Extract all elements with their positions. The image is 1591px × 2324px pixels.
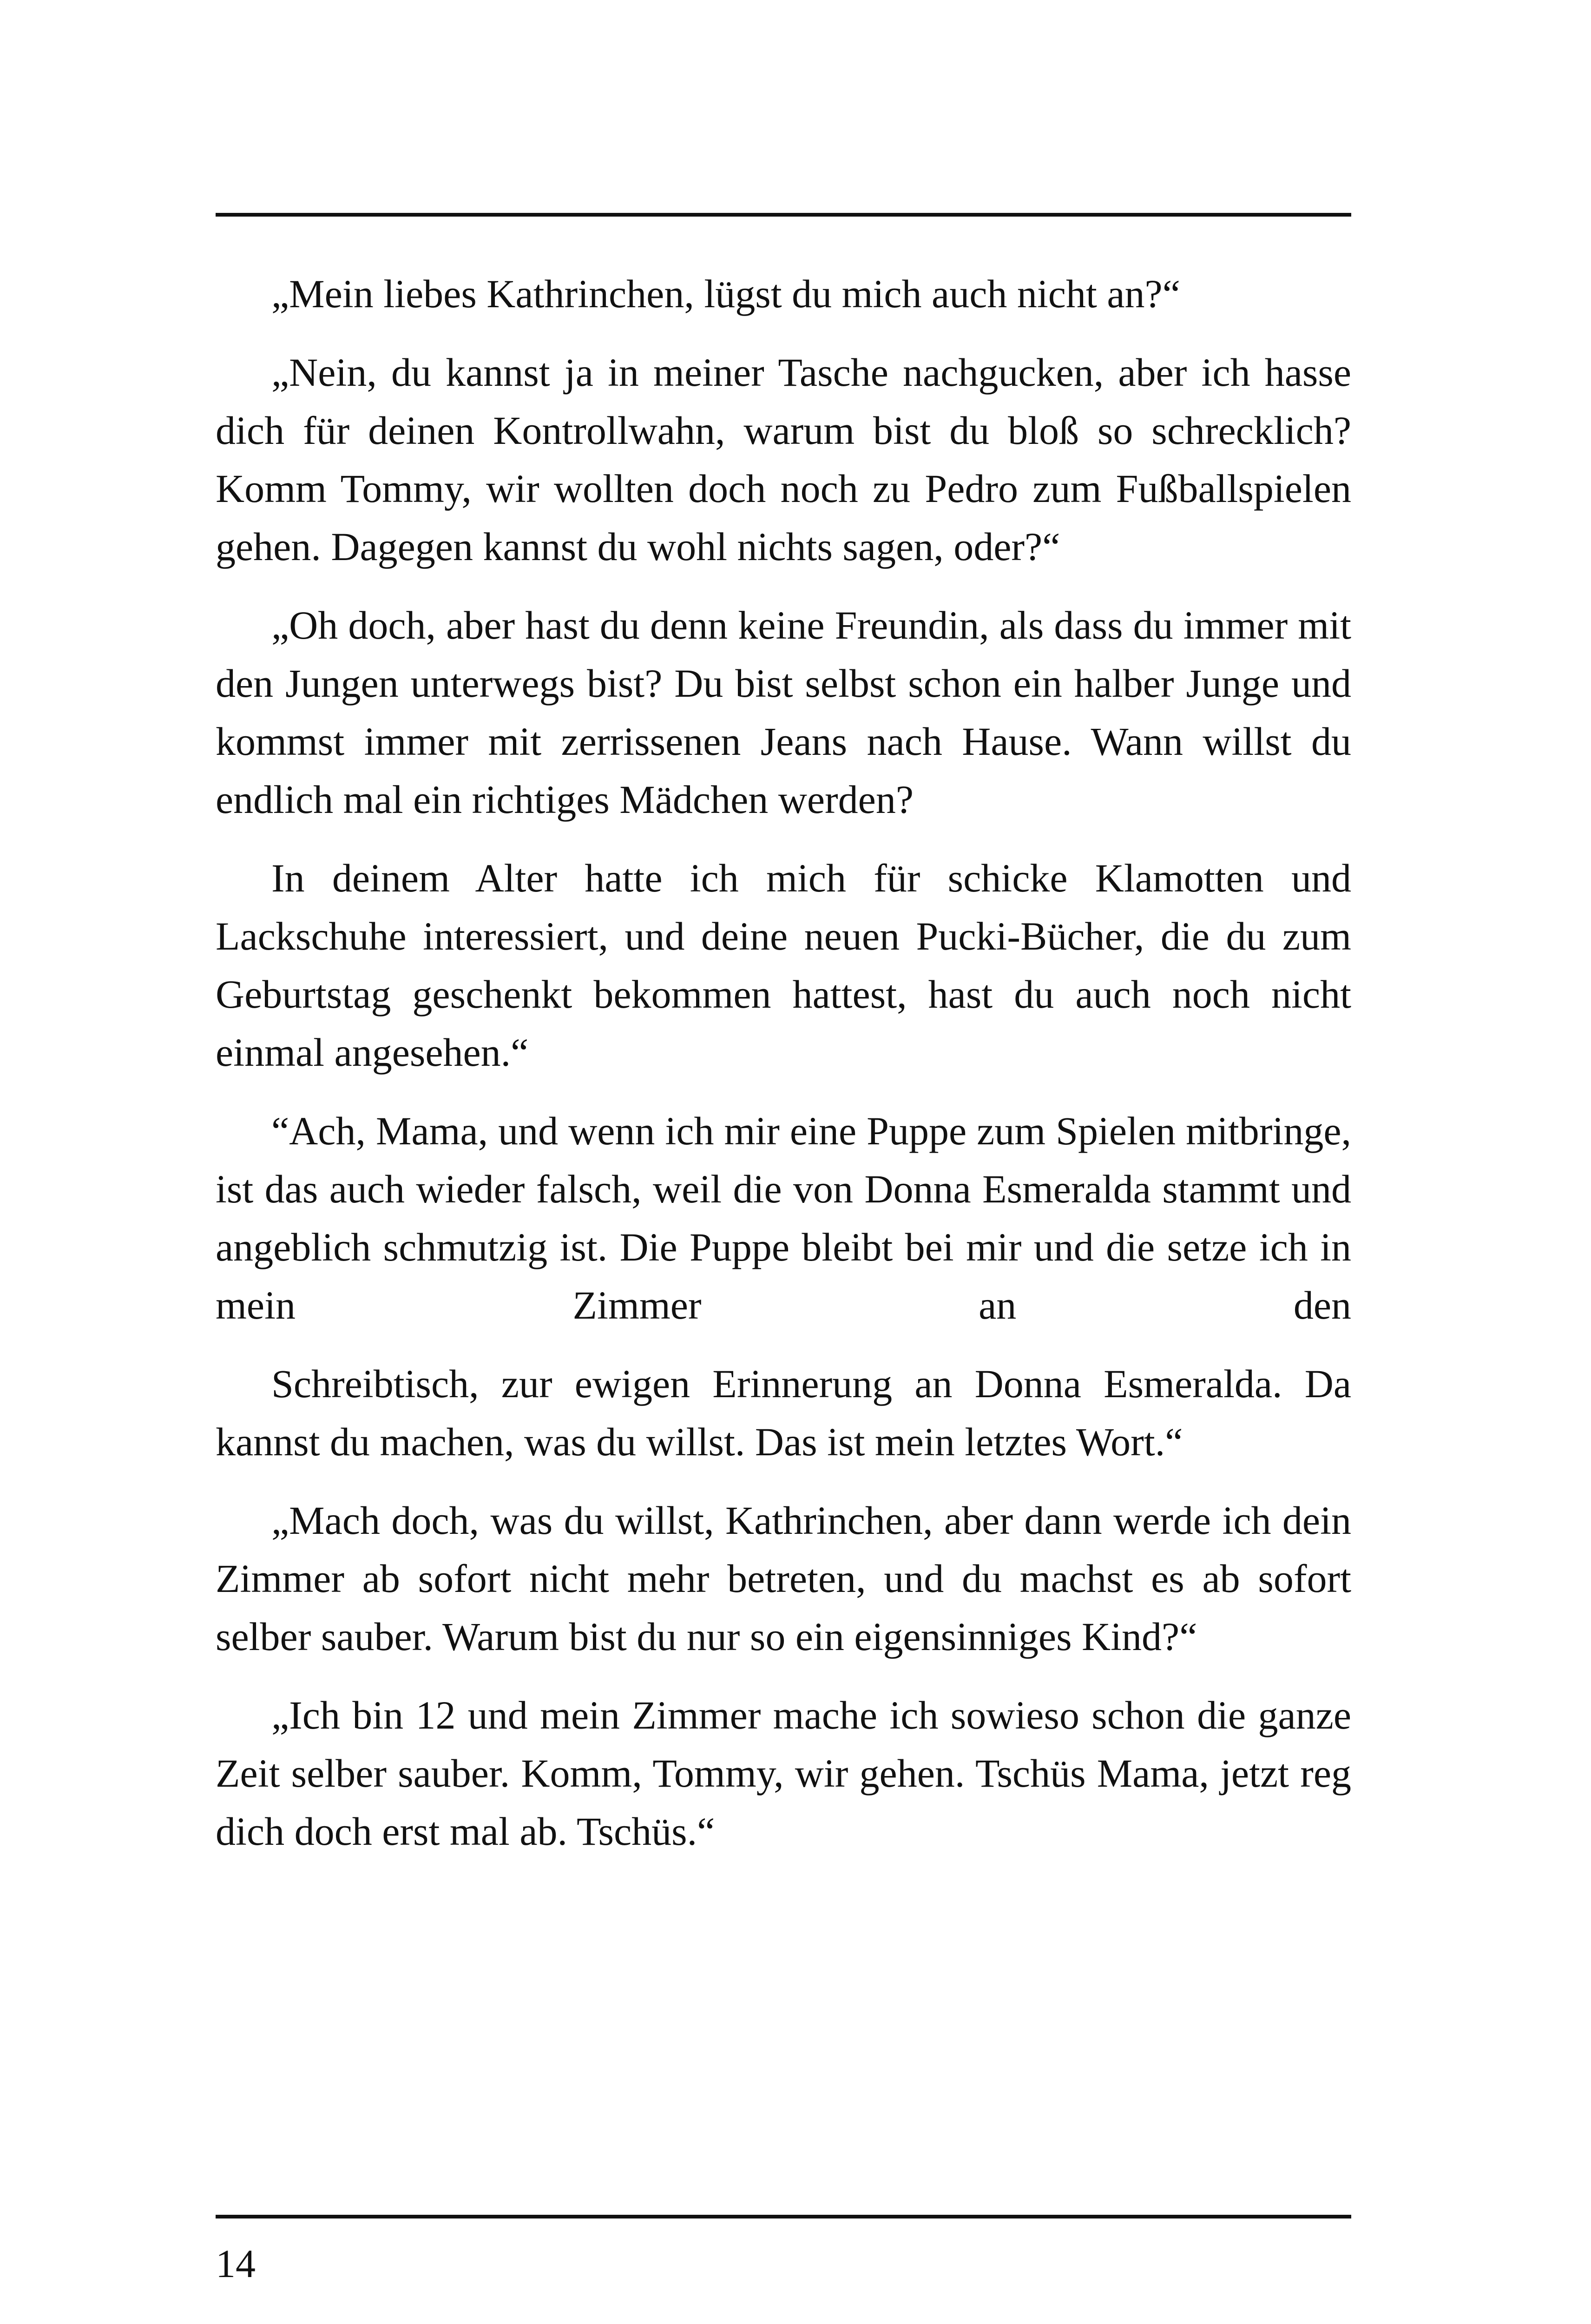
paragraph-5: “Ach, Mama, und wenn ich mir eine Puppe zum Spielen mitbringe, ist das auch wieder falsch, weil die von Donna Esmeralda stammt und angeblich schmutzig ist. Die Puppe bleibt bei mir und die setze ich in mein Zimmer an den — [216, 1109, 1351, 1327]
paragraph-2: „Nein, du kannst ja in meiner Tasche nachgucken, aber ich hasse dich für deinen Kontrollwahn, warum bist du bloß so schrecklich? Komm Tommy, wir wollten doch noch zu Pedro zum Fußballspielen gehen. Dagegen kannst du wohl nichts sagen, oder?“ — [216, 350, 1351, 569]
bottom-rule — [216, 2215, 1351, 2218]
body-text — [216, 265, 1351, 1881]
top-rule — [216, 213, 1351, 217]
page-number: 14 — [216, 2241, 256, 2286]
paragraph-7: „Mach doch, was du willst, Kathrinchen, aber dann werde ich dein Zimmer ab sofort nicht mehr betreten, und du machst es ab sofort selber sauber. Warum bist du nur so ein eigensinniges Kind?“ — [216, 1498, 1351, 1659]
paragraph-4: In deinem Alter hatte ich mich für schicke Klamotten und Lackschuhe interessiert, und deine neuen Pucki-Bücher, die du zum Geburtstag geschenkt bekommen hattest, hast du auch noch nicht einmal angesehen.“ — [216, 856, 1351, 1075]
paragraph-6: Schreibtisch, zur ewigen Erinnerung an Donna Esmeralda. Da kannst du machen, was du willst. Das ist mein letztes Wort.“ — [216, 1361, 1351, 1464]
paragraph-8: „Ich bin 12 und mein Zimmer mache ich sowieso schon die ganze Zeit selber sauber. Komm, Tommy, wir gehen. Tschüs Mama, jetzt reg dich doch erst mal ab. Tschüs.“ — [216, 1693, 1351, 1854]
paragraph-1: „Mein liebes Kathrinchen, lügst du mich auch nicht an?“ — [271, 271, 1180, 316]
paragraph-3: „Oh doch, aber hast du denn keine Freundin, als dass du immer mit den Jungen unterwegs bist? Du bist selbst schon ein halber Junge und kommst immer mit zerrissenen Jeans nach Hause. Wann willst du endlich mal ein richtiges Mädchen werden? — [216, 603, 1351, 822]
